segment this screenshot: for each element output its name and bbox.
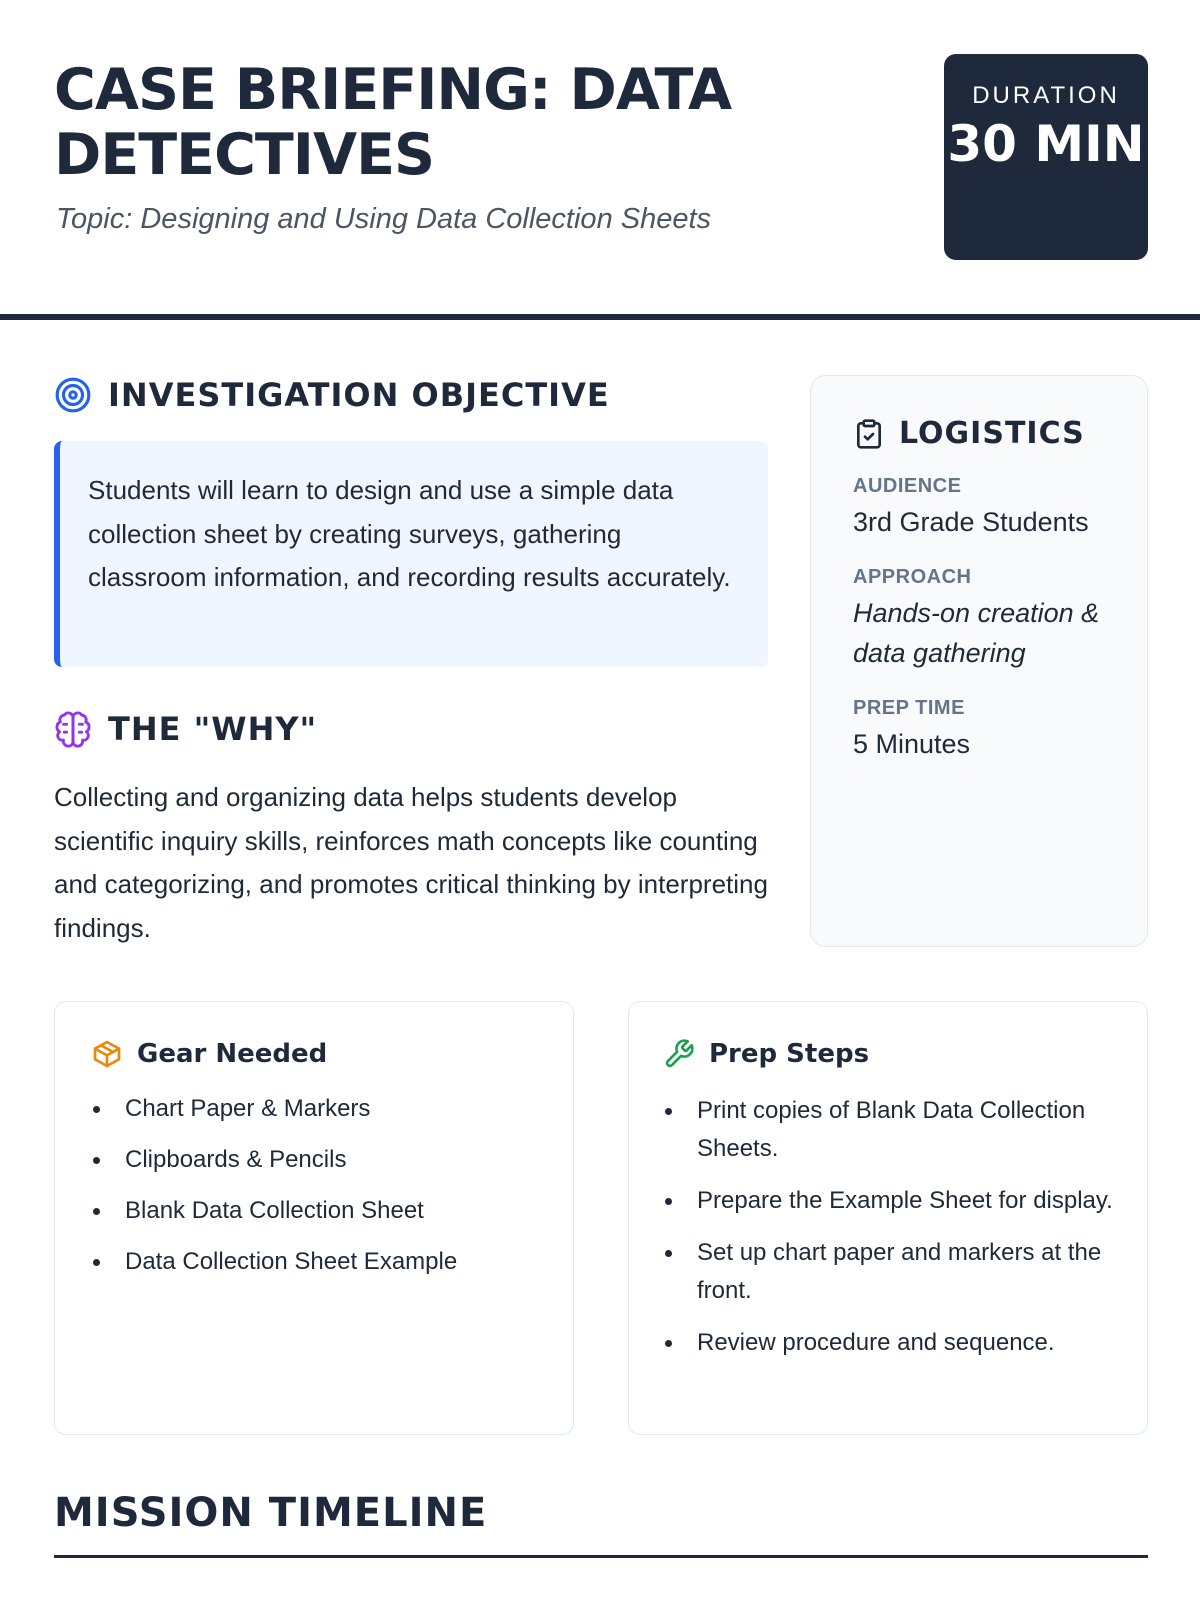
page-title: CASE BRIEFING: DATA DETECTIVES (54, 57, 732, 188)
logistics-value: Hands-on creation & data gathering (853, 598, 1100, 668)
package-icon (91, 1038, 123, 1070)
prep-card (628, 1001, 1148, 1435)
why-heading-text: THE "WHY" (108, 710, 318, 748)
duration-value: 30 MIN (947, 115, 1145, 173)
logistics-heading (853, 416, 1147, 451)
brain-icon (54, 710, 92, 748)
logistics-panel (810, 375, 1148, 947)
logistics-value: 5 Minutes (853, 729, 971, 759)
why-text: Collecting and organizing data helps students develop scientific inquiry skills, reinforces math concepts like counting and categorizing, and promotes critical thinking by interpreting findings. (54, 782, 768, 943)
gear-heading (91, 1038, 573, 1070)
list-item: Chart Paper & Markers (91, 1092, 573, 1126)
logistics-heading-text: LOGISTICS (899, 416, 1085, 451)
prep-list (663, 1092, 1147, 1362)
logistics-label: APPROACH (853, 566, 972, 588)
logistics-value: 3rd Grade Students (853, 507, 1089, 537)
logistics-audience (853, 475, 1147, 542)
timeline-heading: MISSION TIMELINE (54, 1490, 488, 1536)
list-item: Data Collection Sheet Example (91, 1245, 573, 1279)
duration-label: DURATION (972, 82, 1120, 109)
clipboard-check-icon (853, 418, 885, 450)
gear-list (91, 1092, 573, 1279)
logistics-label: AUDIENCE (853, 475, 962, 497)
list-item: Print copies of Blank Data Collection Sheets. (663, 1092, 1147, 1168)
page-subtitle: Topic: Designing and Using Data Collection Sheets (56, 203, 712, 235)
list-item: Blank Data Collection Sheet (91, 1194, 573, 1228)
objective-box: Students will learn to design and use a simple data collection sheet by creating surveys, gathering classroom information, and recording results accurately. (54, 441, 768, 667)
why-heading (54, 710, 317, 748)
list-item: Review procedure and sequence. (663, 1324, 1147, 1362)
objective-heading-text: INVESTIGATION OBJECTIVE (108, 376, 610, 414)
logistics-approach (853, 566, 1147, 673)
list-item: Set up chart paper and markers at the front. (663, 1234, 1147, 1310)
wrench-icon (663, 1038, 695, 1070)
timeline-divider (54, 1555, 1148, 1558)
logistics-label: PREP TIME (853, 697, 965, 719)
list-item: Clipboards & Pencils (91, 1143, 573, 1177)
prep-heading (663, 1038, 1147, 1070)
target-icon (54, 376, 92, 414)
logistics-prep-time (853, 697, 1147, 764)
page-header (0, 0, 1200, 320)
gear-heading-text: Gear Needed (137, 1039, 328, 1069)
list-item: Prepare the Example Sheet for display. (663, 1182, 1147, 1220)
objective-heading (54, 376, 610, 414)
gear-card (54, 1001, 574, 1435)
prep-heading-text: Prep Steps (709, 1039, 870, 1069)
duration-badge (944, 54, 1148, 260)
